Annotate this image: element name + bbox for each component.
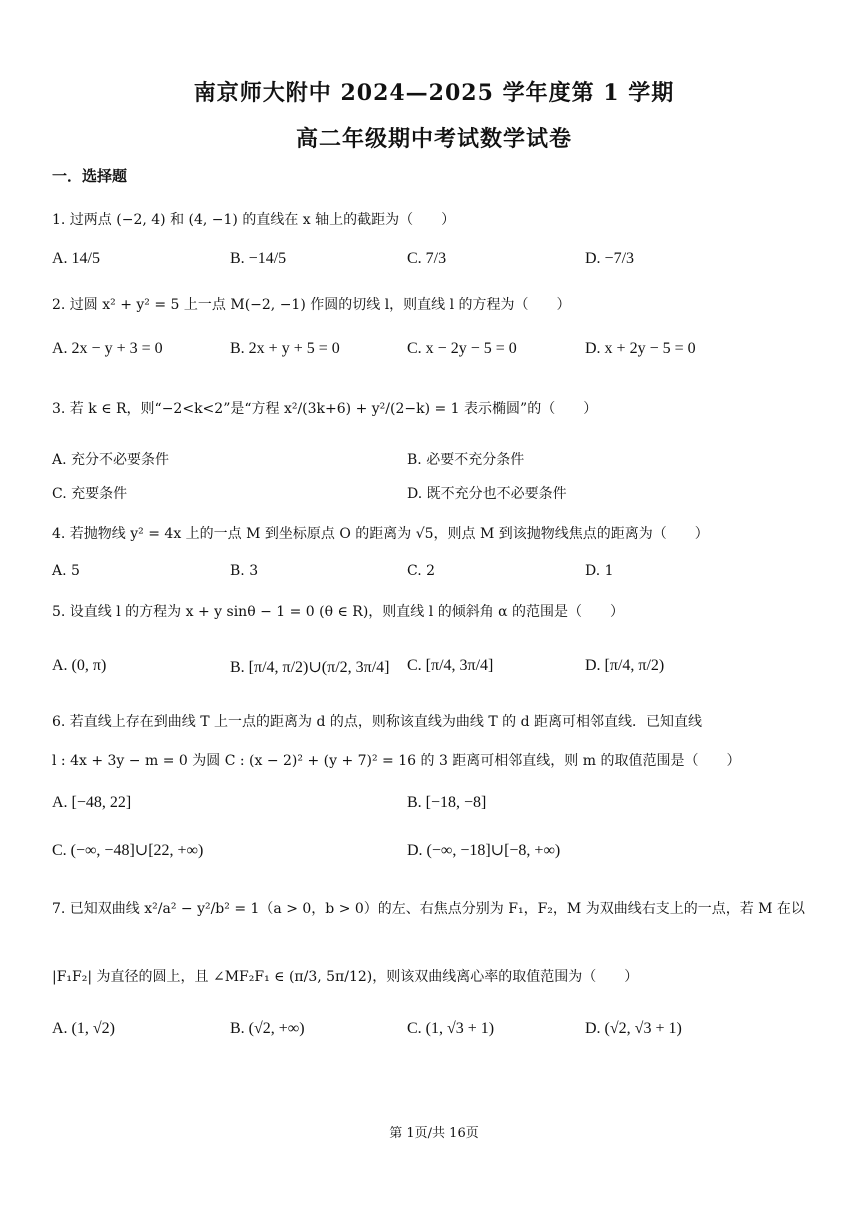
question-1-stem: 1. 过两点 (−2, 4) 和 (4, −1) 的直线在 x 轴上的截距为（ ）	[52, 212, 456, 228]
question-1-option-c[interactable]: C. 7/3	[407, 250, 447, 267]
question-4-option-d[interactable]: D. 1	[585, 563, 614, 579]
question-1-option-d[interactable]: D. −7/3	[585, 250, 635, 267]
question-7-option-b[interactable]: B. (√2, +∞)	[230, 1020, 305, 1037]
question-5-option-a[interactable]: A. (0, π)	[52, 657, 107, 674]
question-7-option-d[interactable]: D. (√2, √3 + 1)	[585, 1020, 682, 1037]
question-7-option-a[interactable]: A. (1, √2)	[52, 1020, 115, 1037]
section-heading: 一．选择题	[52, 167, 128, 185]
question-3-stem: 3. 若 k ∈ R，则“−2<k<2”是“方程 x²/(3k+6) + y²/(2−k) = 1 表示椭圆”的（ ）	[52, 401, 598, 417]
question-7-option-c[interactable]: C. (1, √3 + 1)	[407, 1020, 495, 1037]
question-4-option-a[interactable]: A. 5	[52, 563, 80, 579]
question-1-option-a[interactable]: A. 14/5	[52, 250, 100, 267]
question-6-option-a[interactable]: A. [−48, 22]	[52, 794, 132, 811]
question-2-option-c[interactable]: C. x − 2y − 5 = 0	[407, 340, 517, 357]
question-4-option-c[interactable]: C. 2	[407, 563, 436, 579]
question-3-option-b[interactable]: B. 必要不充分条件	[407, 452, 525, 468]
question-6-option-b[interactable]: B. [−18, −8]	[407, 794, 487, 811]
question-3-option-c[interactable]: C. 充要条件	[52, 486, 128, 502]
question-4-stem: 4. 若抛物线 y² = 4x 上的一点 M 到坐标原点 O 的距离为 √5，则点 M 到该抛物线焦点的距离为（ ）	[52, 526, 709, 542]
question-2-option-d[interactable]: D. x + 2y − 5 = 0	[585, 340, 696, 357]
page-footer: 第 1页/共 16页	[389, 1126, 479, 1141]
question-1-option-b[interactable]: B. −14/5	[230, 250, 287, 267]
question-4-option-b[interactable]: B. 3	[230, 563, 259, 579]
question-5-option-c[interactable]: C. [π/4, 3π/4]	[407, 657, 494, 674]
question-3-option-a[interactable]: A. 充分不必要条件	[52, 452, 170, 468]
question-6-stem-line2: l : 4x + 3y − m = 0 为圆 C : (x − 2)² + (y + 7)² = 16 的 3 距离可相邻直线，则 m 的取值范围是（ ）	[52, 753, 741, 769]
question-5-option-d[interactable]: D. [π/4, π/2)	[585, 657, 665, 674]
question-6-option-d[interactable]: D. (−∞, −18]∪[−8, +∞)	[407, 842, 561, 859]
question-2-option-a[interactable]: A. 2x − y + 3 = 0	[52, 340, 163, 357]
question-7-stem-line2: |F₁F₂| 为直径的圆上，且 ∠MF₂F₁ ∈ (π/3, 5π/12)，则该双曲线离心率的取值范围为（ ）	[52, 969, 639, 985]
exam-title-line1: 南京师大附中 2024—2025 学年度第 1 学期	[193, 80, 675, 106]
question-2-stem: 2. 过圆 x² + y² = 5 上一点 M(−2, −1) 作圆的切线 l，则直线 l 的方程为（ ）	[52, 297, 571, 313]
question-7-stem-line1: 7. 已知双曲线 x²/a² − y²/b² = 1（a > 0，b > 0）的左、右焦点分别为 F₁，F₂，M 为双曲线右支上的一点，若 M 在以	[52, 901, 805, 917]
question-2-option-b[interactable]: B. 2x + y + 5 = 0	[230, 340, 340, 357]
question-5-option-b[interactable]: B. [π/4, π/2)∪(π/2, 3π/4]	[230, 659, 390, 676]
question-3-option-d[interactable]: D. 既不充分也不必要条件	[407, 486, 567, 502]
question-5-stem: 5. 设直线 l 的方程为 x + y sinθ − 1 = 0 (θ ∈ R)，则直线 l 的倾斜角 α 的范围是（ ）	[52, 604, 625, 620]
question-6-stem-line1: 6. 若直线上存在到曲线 T 上一点的距离为 d 的点，则称该直线为曲线 T 的 d 距离可相邻直线．已知直线	[52, 714, 703, 730]
exam-title-line2: 高二年级期中考试数学试卷	[295, 126, 572, 152]
question-6-option-c[interactable]: C. (−∞, −48]∪[22, +∞)	[52, 842, 204, 859]
